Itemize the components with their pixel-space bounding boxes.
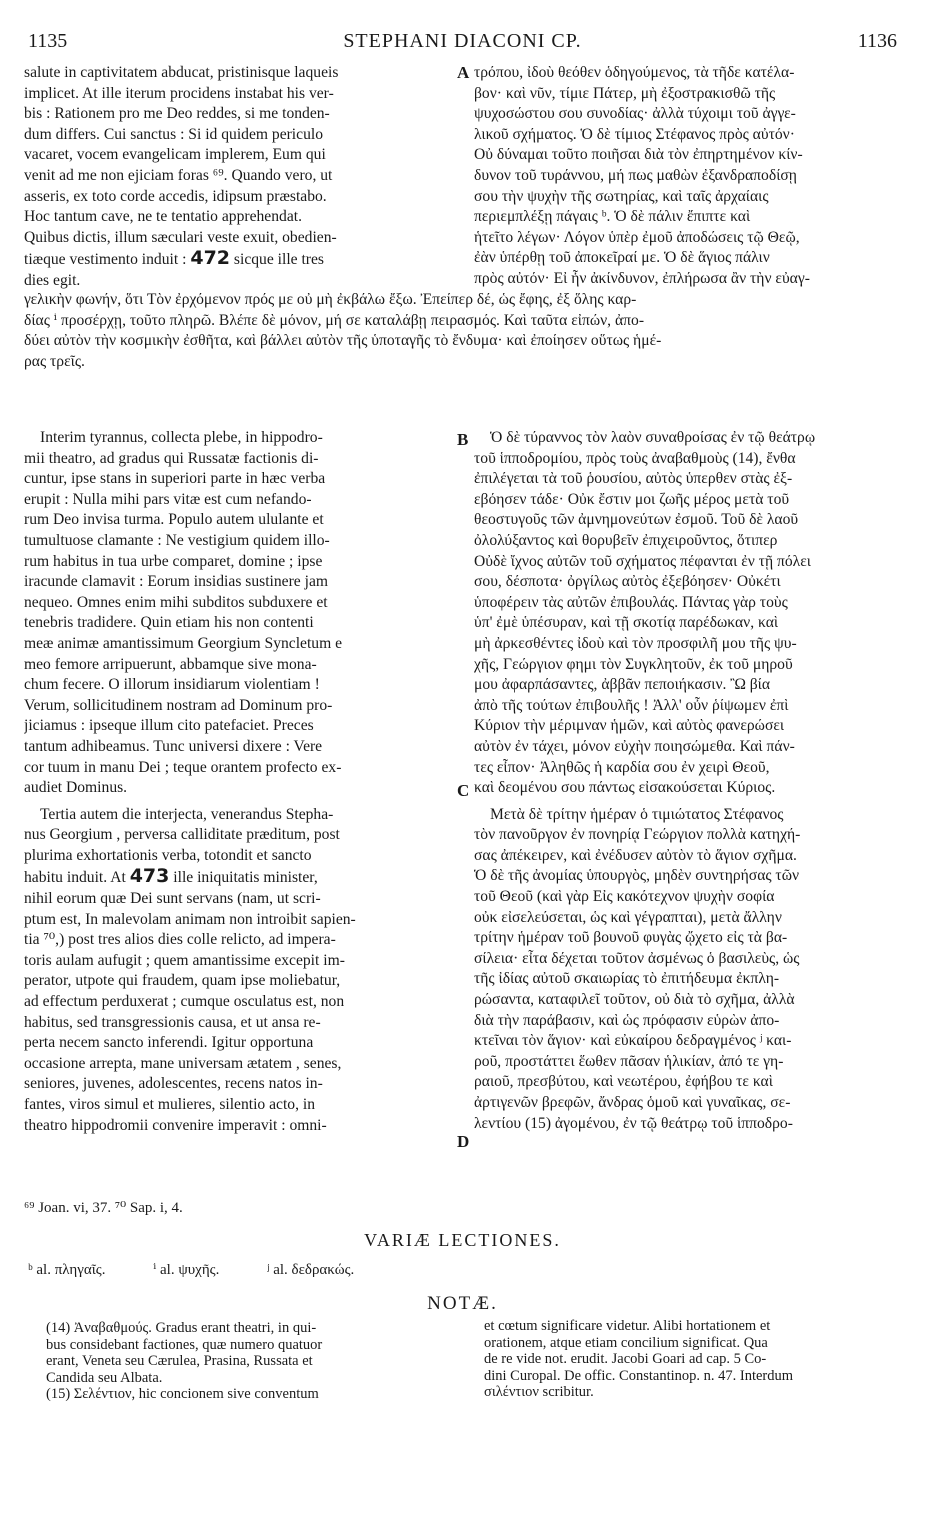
text-line: σίλεια· εἶτα δέχεται τοῦτον ἀσμένως ὁ βασιλεὺς, ὡς <box>474 949 800 967</box>
variant-reading: ᵇ al. πληγαῖς. <box>28 1262 106 1278</box>
text-line: εβόησεν τάδε· Οὐκ ἔστιν μοι ζωῆς μέρος μετὰ τοῦ <box>474 490 790 508</box>
text-line: Κύριον τὴν μέριμναν ἡμῶν, καὶ αὐτὸς φανερώσει <box>474 717 785 735</box>
notes-column-right <box>484 1318 904 1401</box>
text-line: jiciamus : ipseque illum cito patefaciet. Preces <box>24 717 314 735</box>
text-line: σας ἀπέκειρεν, καὶ ἐνέδυσεν αὐτὸν τὸ ἅγιον σχῆμα. <box>474 846 797 864</box>
note-line: erant, Veneta seu Cærulea, Prasina, Russata et <box>46 1353 313 1369</box>
text-line: occasione arrepta, mane universam ætatem , senes, <box>24 1054 342 1072</box>
text-line: iracunde clamavit : Eorum insidias sustinere jam <box>24 573 328 591</box>
text-line: ἐπιλέγεται τὰ τοῦ ῥουσίου, αὐτὸς ὑπερθεν στὰς ἐξ- <box>474 470 793 488</box>
text-segment: habitu induit. At <box>24 869 126 887</box>
text-line: Οὐδὲ ἴχνος αὐτῶν τοῦ σχήματος πέφανται ἐν τῇ πόλει <box>474 552 811 570</box>
text-line: δύει αὐτὸν τὴν κοσμικὴν ἐσθῆτα, καὶ βάλλει αὐτὸν τῆς ὑποταγῆς τὸ ἔνδυμα· καὶ ἐποίησεν οὕτως ἡμέ- <box>24 332 662 350</box>
text-line: λεντίου (15) ἀγομένου, ἐν τῷ θεάτρῳ τοῦ ἱπποδρο- <box>474 1114 793 1132</box>
text-line: nus Georgium , perversa calliditate præditum, post <box>24 826 340 844</box>
text-segment: ille iniquitatis minister, <box>169 869 318 887</box>
note-line: dini Curopal. De offic. Constantinop. n. 47. Interdum <box>484 1367 794 1384</box>
text-line: Ὁ δὲ τύραννος τὸν λαὸν συναθροίσας ἐν τῷ θεάτρῳ <box>490 429 816 446</box>
text-line: μου ἀφαρπάσαντες, ἀββᾶν πεποιήκασιν. Ὢ βία <box>474 676 771 694</box>
column-number-right: 1136 <box>857 30 897 52</box>
text-line: δυνον τοῦ τυράννου, μή πως μαθὼν ἐξανδραποδίσῃ <box>474 166 797 184</box>
text-line: κτεῖναι τὸν ἅγιον· καὶ εὐκαίρου δεδραγμένος ʲ και- <box>474 1032 792 1050</box>
variant-reading: ʲ al. δεδρακώς. <box>267 1262 355 1278</box>
text-line: τρόπου, ἰδοὺ θεόθεν ὁδηγούμενος, τὰ τῆδε κατέλα- <box>474 64 795 81</box>
text-line: διὰ τὴν παράβασιν, καὶ ὡς πρόφασιν εὑρὼν ἀπο- <box>474 1011 780 1029</box>
text-line: asseris, ex toto corde accedis, idipsum præstabo. <box>24 187 327 205</box>
note-line: bus considebant factiones, quæ numero quatuor <box>46 1336 323 1353</box>
text-line: cor tuum in manu Dei ; teque orantem profecto ex- <box>24 758 342 776</box>
text-line: ἡτεῖτο λέγων· Λόγον ὑπὲρ ἐμοῦ ἀποδώσεις τῷ Θεῷ, <box>474 228 800 246</box>
text-line: ψυχοσώστου σου συνοδίας· ἀλλὰ τύχοιμι τοῦ ἀγγε- <box>474 105 796 123</box>
note-line: et cœtum significare videtur. Alibi hortationem et <box>484 1318 771 1334</box>
text-line: seniores, juvenes, adolescentes, recens natos in- <box>24 1075 323 1093</box>
page-reference: 473 <box>129 866 170 888</box>
text-line: ὑποφέρειν τὰς αὐτῶν ἐπιβουλάς. Πάντας γὰρ τοὺς <box>474 593 788 611</box>
text-segment: sicque ille tres <box>230 251 324 269</box>
text-line: ρας τρεῖς. <box>24 352 85 370</box>
text-line: Tertia autem die interjecta, venerandus Stepha- <box>40 805 334 823</box>
text-line: μὴ ἀρκεσθέντες ἰδοὺ καὶ τὸν προσφιλῆ μου τῆς ψυ- <box>474 634 797 652</box>
text-line: tantum adhibeamus. Tunc universi dixere : Vere <box>24 737 323 755</box>
text-line: τοῦ Θεοῦ (καὶ γὰρ Εἰς κακότεχνον ψυχὴν σοφία <box>474 888 775 906</box>
text-line: λικοῦ σχήματος. Ὁ δὲ τίμιος Στέφανος πρὸς αὐτόν· <box>474 125 795 143</box>
running-title: STEPHANI DIACONI CP. <box>343 30 582 52</box>
text-line: meo femore arripuerunt, abbamque sive mona- <box>24 655 317 673</box>
latin-column-1 <box>24 63 454 292</box>
text-line: mii theatro, ad gradus qui Russatæ factionis di- <box>24 449 319 467</box>
variae-lectiones-heading: VARIÆ LECTIONES. <box>364 1230 561 1250</box>
note-line: (14) Ἀναβαθμούς. Gradus erant theatri, in qui- <box>46 1320 317 1336</box>
text-line: τῆς ἰδίας αὐτοῦ σκαιωρίας τὸ ἐπιτήδευμα ἐκπλη- <box>474 970 780 988</box>
text-line: Ὁ δὲ τῆς ἀνομίας ὑπουργὸς, μηδὲν συντηρήσας τῶν <box>474 867 800 885</box>
text-line: τοῦ ἱπποδρομίου, πρὸς τοὺς ἀναβαθμοὺς (14), ἔνθα <box>474 449 796 467</box>
text-line: habitus, sed transgressionis causa, et ut ansa re- <box>24 1013 321 1031</box>
column-number-left: 1135 <box>28 30 68 52</box>
text-line: ραιοῦ, πρεσβύτου, καὶ νεωτέρου, ἐφήβου τε καὶ <box>474 1073 773 1091</box>
note-line: (15) Σελέντιον, hic concionem sive conventum <box>46 1386 319 1402</box>
margin-marker-b: B <box>457 430 469 449</box>
variae-lectiones-list <box>28 1260 398 1279</box>
margin-marker-c: C <box>457 781 470 800</box>
text-line: nequeo. Omnes enim mihi subditos subduxere et <box>24 593 328 611</box>
text-line: fantes, viros simul et mulieres, silentio acto, in <box>24 1096 316 1113</box>
text-line: venit ad me non ejiciam foras ⁶⁹. Quando vero, ut <box>24 166 333 184</box>
text-line: bis : Rationem pro me Deo reddes, si me tonden- <box>24 105 330 123</box>
running-header <box>28 30 897 56</box>
text-line: Οὐ δύναμαι τοῦτο ποιῆσαι διὰ τὸν ἐπηρτημένον κίν- <box>474 146 803 164</box>
text-line: rum Deo invisa turma. Populo autem ululante et <box>24 511 324 529</box>
text-line: ἀρτιγενῶν βρεφῶν, ἄνδρας ὁμοῦ καὶ γυναῖκας, σε- <box>474 1094 791 1111</box>
text-line: θεοστυγοῦς τῶν ἀμνημονεύτων ἐσμοῦ. Τοῦ δὲ λαοῦ <box>474 511 799 529</box>
text-line: ὀλολύξαντος καὶ θορυβεῖν ἐπιχειροῦντος, ὅτιπερ <box>474 531 778 549</box>
text-line: ptum est, In malevolam animam non introibit sapien- <box>24 910 356 928</box>
text-line: βον· καὶ νῦν, τίμιε Πάτερ, μὴ ἐξοστρακισθῶ τῆς <box>474 84 776 102</box>
text-line: πρὸς αὐτόν· Εἰ ἦν ἀκίνδυνον, ἐπλήρωσα ἂν τὴν εὐαγ- <box>474 269 810 287</box>
text-line: Quibus dictis, illum sæculari veste exuit, obedien- <box>24 228 337 246</box>
text-line: perator, utpote qui fraudem, quam ipse moliebatur, <box>24 972 341 990</box>
note-line: de re vide not. erudit. Jacobi Goari ad cap. 5 Co- <box>484 1351 767 1367</box>
text-line: τες εἶπον· Ἀληθῶς ἡ καρδία σου ἐν χειρὶ Θεοῦ, <box>474 758 770 776</box>
text-line: plurima exhortationis verba, totondit et sancto <box>24 846 312 864</box>
text-line: Verum, sollicitudinem nostram ad Dominum pro- <box>24 696 333 714</box>
text-line: οὐκ εἰσελεύσεται, ὡς καὶ γέγραπται), μετὰ ἄλλην <box>474 908 782 926</box>
text-line: γελικὴν φωνήν, ὅτι Τὸν ἐρχόμενον πρός με οὐ μὴ ἐκβάλω ἔξω. Ἐπείπερ δέ, ὡς ἔφης, ἐξ ὅλης καρ- <box>24 291 637 308</box>
text-line: Hoc tantum cave, ne te tentatio apprehendat. <box>24 208 302 226</box>
text-line: ἀπὸ τῆς τούτων ἐπιβουλῆς ! Ἀλλ' οὖν ῥίψωμεν ἐπὶ <box>474 696 789 714</box>
text-line: Μετὰ δὲ τρίτην ἡμέραν ὁ τιμιώτατος Στέφανος <box>490 805 784 823</box>
scripture-footnote: ⁶⁹ Joan. vi, 37. ⁷⁰ Sap. i, 4. <box>24 1200 183 1216</box>
text-line: perta necem sancto inferendi. Igitur opportuna <box>24 1034 314 1052</box>
text-line: ἐὰν ὑπέρθῃ τοῦ ἀποκεῖραί με. Ὁ δὲ ἅγιος πάλιν <box>474 249 770 267</box>
greek-full-width-passage <box>24 290 904 372</box>
notae-heading: NOTÆ. <box>427 1293 498 1314</box>
page-reference: 472 <box>190 248 231 270</box>
text-line: cuntur, ipse stans in superiori parte in hæc verba <box>24 470 326 488</box>
text-line: implicet. At ille iterum procidens instabat his ver- <box>24 84 334 102</box>
text-line: ὑπ' ἐμὲ ὑπέσυραν, καὶ τῇ σκοτίᾳ παρέδωκαν, καὶ <box>474 614 779 632</box>
text-line: ροῦ, προστάττει ἕωθεν πᾶσαν ἡλικίαν, ἀπό τε γη- <box>474 1052 784 1070</box>
text-line: dum differs. Cui sanctus : Si id quidem periculo <box>24 125 323 143</box>
variant-reading: ⁱ al. ψυχῆς. <box>153 1262 220 1278</box>
text-line: dies egit. <box>24 271 81 289</box>
text-line: Interim tyrannus, collecta plebe, in hippodro- <box>40 429 323 446</box>
text-line: tia ⁷⁰,) post tres alios dies colle relicto, ad impera- <box>24 931 336 949</box>
note-line: σιλέντιον scribitur. <box>484 1384 594 1400</box>
text-line: theatro hippodromii convenire imperavit : omni- <box>24 1116 327 1134</box>
text-line: καὶ δεομένου σου πάντως εἰσακούσεται Κύριος. <box>474 779 776 797</box>
text-line <box>24 866 454 889</box>
text-line: tenebris tradidere. Quin etiam his non contenti <box>24 614 314 632</box>
text-line: audiet Dominus. <box>24 779 128 797</box>
text-line: τὸν πανοῦργον ἐν πονηρίᾳ Γεώργιον πολλὰ κατηχή- <box>474 826 801 844</box>
text-line: toris aulam aufugit ; quem amantissime excepit im- <box>24 951 345 969</box>
text-line: rum habitus in tua urbe comparet, domine ; ipse <box>24 552 323 570</box>
text-line: ad effectum perduxerat ; cumque osculatus est, non <box>24 993 345 1011</box>
margin-marker-a: A <box>457 63 470 82</box>
text-segment: tiæque vestimento induit : <box>24 251 187 269</box>
notes-column-left <box>46 1320 466 1403</box>
text-line: salute in captivitatem abducat, pristinisque laqueis <box>24 64 339 81</box>
note-line: orationem, atque etiam concilium significat. Qua <box>484 1334 768 1351</box>
text-line: erupit : Nulla mihi pars vitæ est cum nefando- <box>24 490 312 508</box>
latin-column-2 <box>24 428 454 1136</box>
text-line <box>24 248 454 271</box>
note-line: Candida seu Albata. <box>46 1369 163 1386</box>
text-line: tumultuose clamante : Ne vestigium quidem illo- <box>24 531 330 549</box>
text-line: περιεμπλέξῃ πάγαις ᵇ. Ὁ δὲ πάλιν ἔπιπτε καὶ <box>474 208 751 226</box>
text-line: chum fecere. O illorum insidiarum violentiam ! <box>24 676 320 694</box>
greek-column-2 <box>474 428 904 1134</box>
text-line: vacaret, vocem evangelicam implerem, Eum qui <box>24 146 326 164</box>
text-line: σου τὴν ψυχὴν τῆς σωτηρίας, καὶ ταῖς ἀρχαίαις <box>474 187 769 205</box>
greek-column-1 <box>474 63 904 290</box>
text-line: ρώσαντα, καταφιλεῖ τοῦτον, οὐ διὰ τὸ σχῆμα, ἀλλὰ <box>474 991 795 1009</box>
text-line: τρίτην ἡμέραν τοῦ βουνοῦ φυγὰς ᾤχετο εἰς τὰ βα- <box>474 929 788 947</box>
text-line: δίας ⁱ προσέρχῃ, τοῦτο πληρῶ. Βλέπε δὲ μόνον, μή σε καταλάβῃ πειρασμός. Καὶ ταῦτα εἰπών, ἀπο- <box>24 311 645 329</box>
margin-marker-d: D <box>457 1132 470 1151</box>
text-line: αὐτὸν ἐν τάχει, μόνον εὐχὴν ποιησώμεθα. Καὶ πάν- <box>474 737 795 755</box>
text-line: σου, δέσποτα· ὀργίλως αὐτὸς ἐξεβόησεν· Οὐκέτι <box>474 573 781 591</box>
text-line: χῆς, Γεώργιον φημι τὸν Συγκλητοῦν, ἐκ τοῦ μηροῦ <box>474 655 793 673</box>
text-line: nihil eorum quæ Dei sunt servans (nam, ut scri- <box>24 890 321 908</box>
text-line: meæ animæ amantissimum Georgium Syncletum e <box>24 634 343 652</box>
